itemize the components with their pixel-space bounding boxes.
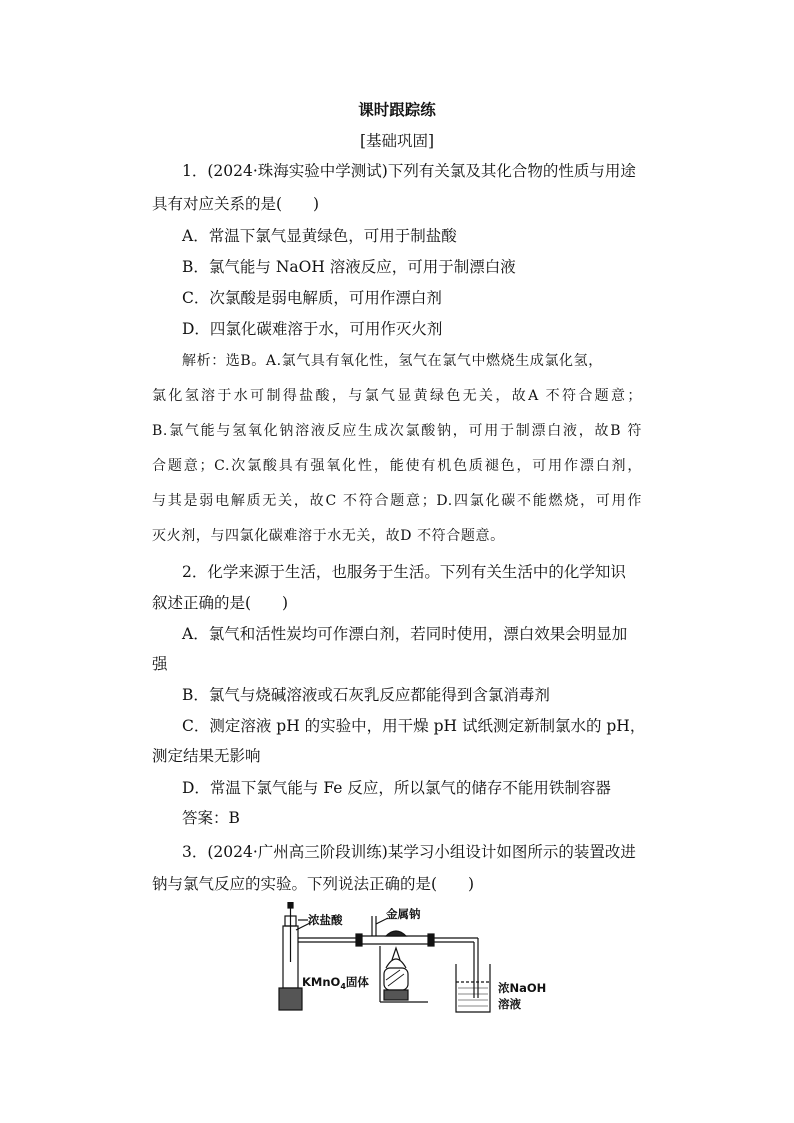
q2-option-c-line2: 测定结果无影响 xyxy=(152,747,261,765)
q2-option-d: D．常温下氯气能与 Fe 反应，所以氯气的储存不能用铁制容器 xyxy=(182,779,611,797)
q1-analysis-line2: 氯化氢溶于水可制得盐酸，与氯气显黄绿色无关，故A 不符合题意； xyxy=(152,388,642,404)
q2-option-a-line1: A．氯气和活性炭均可作漂白剂，若同时使用，漂白效果会明显加 xyxy=(182,625,628,643)
label-sodium: 金属钠 xyxy=(386,907,421,921)
q1-option-a: A．常温下氯气显黄绿色，可用于制盐酸 xyxy=(182,227,457,245)
q2-option-b: B．氯气与烧碱溶液或石灰乳反应都能得到含氯消毒剂 xyxy=(182,686,550,704)
sodium-lump xyxy=(386,931,406,936)
label-naoh-line1: 浓NaOH xyxy=(498,981,547,995)
apparatus-diagram xyxy=(268,902,558,1020)
q1-analysis-line4: 合题意；C.次氯酸具有强氧化性，能使有机色质褪色，可用作漂白剂， xyxy=(152,458,642,474)
funnel-stopper xyxy=(288,902,293,908)
q2-option-c-line1: C．测定溶液 pH 的实验中，用干燥 pH 试纸测定新制氯水的 pH， xyxy=(182,717,646,735)
q3-stem-line1: 3．(2024·广州高三阶段训练)某学习小组设计如图所示的装置改进 xyxy=(182,843,636,861)
label-conc-hcl: 浓盐酸 xyxy=(308,913,343,927)
q1-option-d: D．四氯化碳难溶于水，可用作灭火剂 xyxy=(182,320,443,338)
q1-analysis-line5: 与其是弱电解质无关，故C 不符合题意；D.四氯化碳不能燃烧，可用作 xyxy=(152,493,642,509)
lamp-block xyxy=(384,990,408,1000)
stand-base-left xyxy=(279,988,302,1010)
q1-option-c: C．次氯酸是弱电解质，可用作漂白剂 xyxy=(182,289,442,307)
label-naoh-line2: 溶液 xyxy=(498,997,521,1011)
q2-stem-line2: 叙述正确的是( ) xyxy=(152,594,289,612)
q1-analysis-line1: 解析：选B。A.氯气具有氧化性，氢气在氯气中燃烧生成氯化氢， xyxy=(182,353,603,369)
q1-stem-line1: 1．(2024·珠海实验中学测试)下列有关氯及其化合物的性质与用途 xyxy=(182,162,636,180)
q1-option-b: B．氯气能与 NaOH 溶液反应，可用于制漂白液 xyxy=(182,258,516,276)
q2-stem-line1: 2．化学来源于生活，也服务于生活。下列有关生活中的化学知识 xyxy=(182,563,626,581)
page-title: 课时跟踪练 xyxy=(358,100,436,119)
q1-analysis-line3: B.氯气能与氢氧化钠溶液反应生成次氯酸钠，可用于制漂白液，故B 符 xyxy=(152,423,642,439)
q3-stem-line2: 钠与氯气反应的实验。下列说法正确的是( ) xyxy=(152,875,475,893)
section-heading: [基础巩固] xyxy=(359,132,435,150)
q1-stem-line2: 具有对应关系的是( ) xyxy=(152,195,320,213)
q2-option-a-line2: 强 xyxy=(152,655,168,673)
q2-answer: 答案：B xyxy=(182,809,240,827)
q1-analysis-line6: 灭火剂，与四氯化碳难溶于水无关，故D 不符合题意。 xyxy=(152,528,505,544)
label-kmno4: KMnO$_4$固体 xyxy=(302,975,369,991)
